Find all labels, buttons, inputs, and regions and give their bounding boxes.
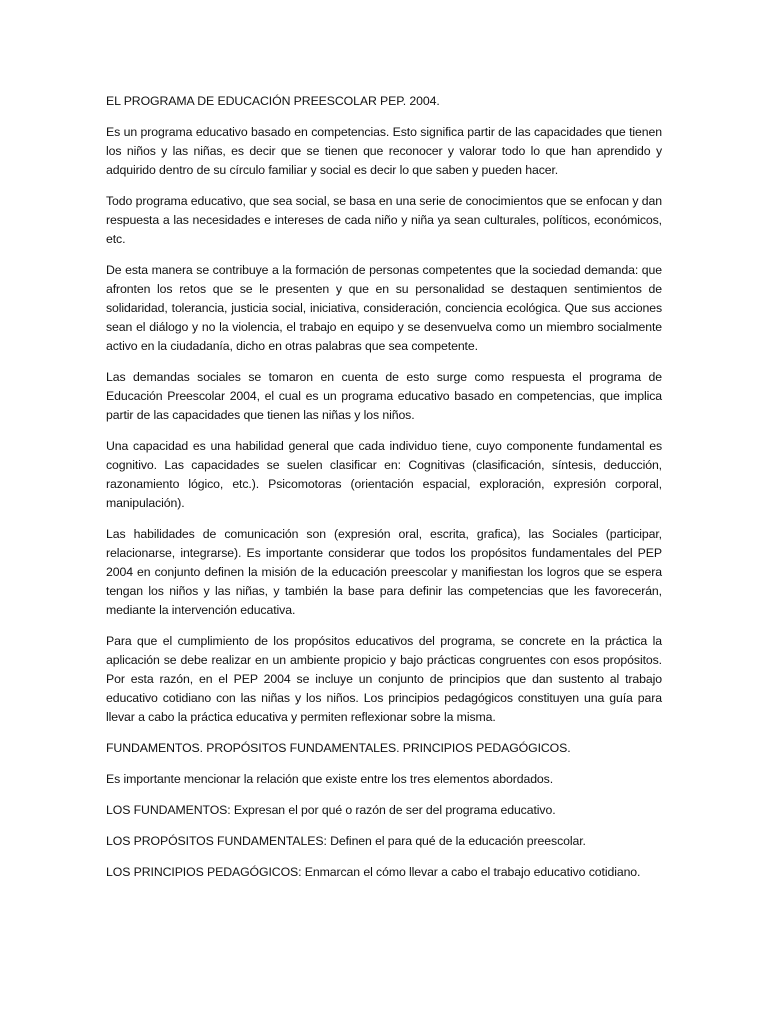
intro-line: Es importante mencionar la relación que existe entre los tres elementos abordados. bbox=[106, 772, 554, 786]
definition-propositos bbox=[106, 832, 662, 851]
document-page bbox=[106, 92, 662, 894]
definition-text: Definen el para qué de la educación preescolar. bbox=[326, 834, 586, 848]
document-title: EL PROGRAMA DE EDUCACIÓN PREESCOLAR PEP. 2004. bbox=[106, 94, 440, 108]
definition-text: Expresan el por qué o razón de ser del programa educativo. bbox=[230, 803, 556, 817]
definition-text: Enmarcan el cómo llevar a cabo el trabajo educativo cotidiano. bbox=[301, 865, 641, 879]
paragraph-1: Es un programa educativo basado en competencias. Esto significa partir de las capacidades que tienen los niños y las niñas, es decir que se tienen que reconocer y valorar todo lo que han aprendido y adquirido dentro de su círculo familiar y social es decir lo que saben y pueden hacer. bbox=[106, 125, 662, 177]
paragraph-3: De esta manera se contribuye a la formación de personas competentes que la sociedad demanda: que afronten los retos que se le presenten y que en su personalidad se destaquen sentimientos de solidaridad, tolerancia, justicia social, iniciativa, consideración, conciencia ecológica. Que sus acciones sean el diálogo y no la violencia, el trabajo en equipo y se desenvuelva como un miembro socialmente activo en la ciudadanía, dicho en otras palabras que sea competente. bbox=[106, 263, 662, 353]
paragraph-2: Todo programa educativo, que sea social, se basa en una serie de conocimientos que se enfocan y dan respuesta a las necesidades e intereses de cada niño y niña ya sean culturales, políticos, económicos, etc. bbox=[106, 194, 662, 246]
definition-term: LOS FUNDAMENTOS: bbox=[106, 803, 231, 817]
definition-term: LOS PROPÓSITOS FUNDAMENTALES: bbox=[106, 834, 327, 848]
definition-term: LOS PRINCIPIOS PEDAGÓGICOS: bbox=[106, 865, 302, 879]
definition-principios bbox=[106, 863, 662, 882]
paragraph-5: Una capacidad es una habilidad general que cada individuo tiene, cuyo componente fundamental es cognitivo. Las capacidades se suelen clasificar en: Cognitivas (clasificación, síntesis, deducción, razonamiento lógico, etc.). Psicomotoras (orientación espacial, exploración, expresión corporal, manipulación). bbox=[106, 439, 662, 510]
paragraph-6: Las habilidades de comunicación son (expresión oral, escrita, grafica), las Sociales (participar, relacionarse, integrarse). Es importante considerar que todos los propósitos fundamentales del PEP 2004 en conjunto definen la misión de la educación preescolar y manifiestan los logros que se espera tengan los niños y las niñas, y también la base para definir las competencias que les favorecerán, mediante la intervención educativa. bbox=[106, 527, 662, 617]
section-heading: FUNDAMENTOS. PROPÓSITOS FUNDAMENTALES. PRINCIPIOS PEDAGÓGICOS. bbox=[106, 741, 571, 755]
paragraph-7: Para que el cumplimiento de los propósitos educativos del programa, se concrete en la práctica la aplicación se debe realizar en un ambiente propicio y bajo prácticas congruentes con esos propósitos. Por esta razón, en el PEP 2004 se incluye un conjunto de principios que dan sustento al trabajo educativo cotidiano con las niñas y los niños. Los principios pedagógicos constituyen una guía para llevar a cabo la práctica educativa y permiten reflexionar sobre la misma. bbox=[106, 634, 662, 724]
definition-fundamentos bbox=[106, 801, 662, 820]
paragraph-4: Las demandas sociales se tomaron en cuenta de esto surge como respuesta el programa de Educación Preescolar 2004, el cual es un programa educativo basado en competencias, que implica partir de las capacidades que tienen las niñas y los niños. bbox=[106, 370, 662, 422]
